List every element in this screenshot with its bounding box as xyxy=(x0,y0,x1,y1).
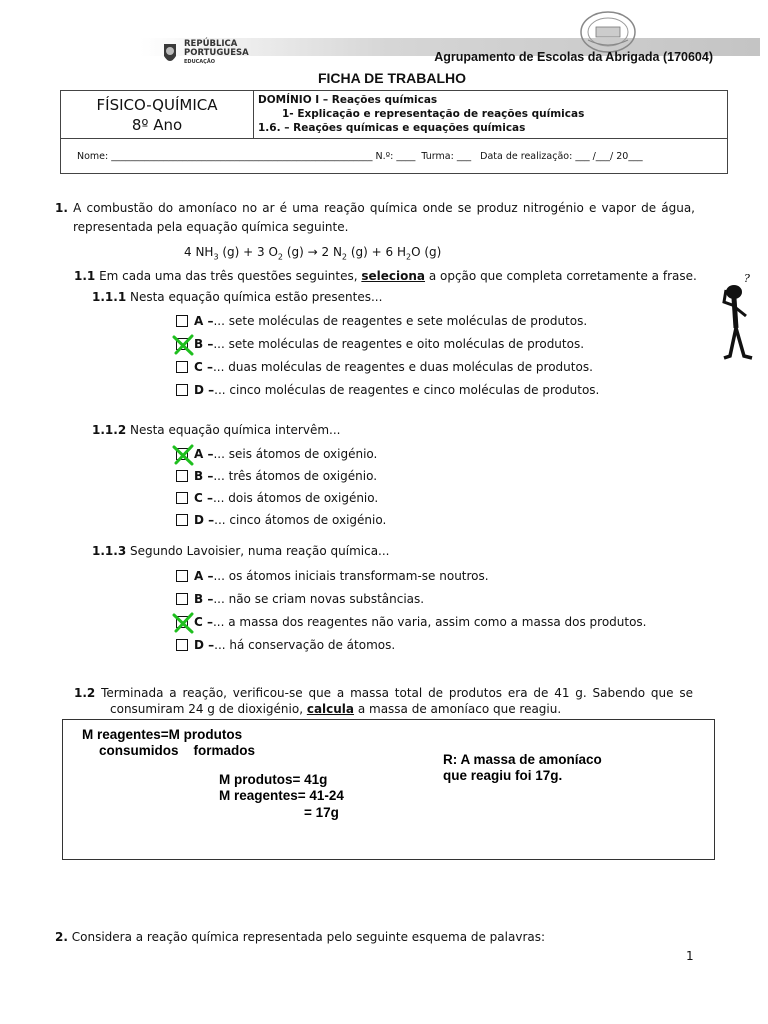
answer-line1: M reagentes=M produtos xyxy=(82,727,243,742)
check-mark-icon xyxy=(171,611,195,635)
checkbox-icon[interactable] xyxy=(176,492,188,504)
q112-options xyxy=(176,443,386,531)
checkbox-icon[interactable] xyxy=(176,593,188,605)
logo-line1: REPÚBLICA xyxy=(184,39,238,49)
data-field[interactable]: ___ /___/ 20___ xyxy=(575,150,643,162)
checkbox-icon[interactable] xyxy=(176,338,188,350)
option-b[interactable]: B – ... três átomos de oxigénio. xyxy=(176,465,386,487)
option-d[interactable]: D – ... cinco átomos de oxigénio. xyxy=(176,509,386,531)
checkbox-icon[interactable] xyxy=(176,384,188,396)
turma-field[interactable]: ___ xyxy=(456,150,472,162)
q1-text xyxy=(55,200,695,235)
q112-stem: 1.1.2 Nesta equação química intervêm... xyxy=(92,423,341,437)
q111-options xyxy=(176,309,599,401)
checkbox-icon[interactable] xyxy=(176,470,188,482)
option-a[interactable]: A – ... sete moléculas de reagentes e sete moléculas de produtos. xyxy=(176,309,599,332)
checkbox-icon[interactable] xyxy=(176,514,188,526)
logo-line2: PORTUGUESA xyxy=(184,48,249,58)
option-c[interactable]: C – ... dois átomos de oxigénio. xyxy=(176,487,386,509)
page-number: 1 xyxy=(686,949,694,963)
logo-line3: EDUCAÇÃO xyxy=(184,59,215,65)
data-label: Data de realização: xyxy=(480,150,573,162)
answer-line4: M reagentes= 41-24 xyxy=(219,788,344,803)
republic-logo xyxy=(160,38,270,74)
page-title: FICHA DE TRABALHO xyxy=(317,70,467,86)
checkbox-icon[interactable] xyxy=(176,616,188,628)
option-c[interactable]: C – ... duas moléculas de reagentes e duas moléculas de produtos. xyxy=(176,355,599,378)
thinking-figure-icon xyxy=(716,270,766,362)
q113-options xyxy=(176,564,647,656)
equation: 4 $NH_3$ (g) + 3 $O_2$ (g) → 2 $N_2$ (g) + 6 $H_2O$ (g) xyxy=(184,245,442,262)
answer-line5: = 17g xyxy=(304,805,339,820)
num-field[interactable]: ____ xyxy=(396,150,416,162)
checkbox-icon[interactable] xyxy=(176,448,188,460)
domain-sub2: 1.6. – Reações químicas e equações químicas xyxy=(258,122,526,134)
q11-text: 1.1 Em cada uma das três questões seguintes, seleciona a opção que completa corretamente a frase. xyxy=(74,269,697,283)
option-a[interactable]: A – ... os átomos iniciais transformam-se noutros. xyxy=(176,564,647,587)
option-a[interactable]: A – ... seis átomos de oxigénio. xyxy=(176,443,386,465)
republic-logo-icon xyxy=(160,40,180,68)
q1-line1: A combustão do amoníaco no ar é uma reação química onde se produz nitrogénio e vapor de água, xyxy=(73,201,695,215)
checkbox-icon[interactable] xyxy=(176,639,188,651)
option-b[interactable]: B – ... não se criam novas substâncias. xyxy=(176,587,647,610)
checkbox-icon[interactable] xyxy=(176,361,188,373)
checkbox-icon[interactable] xyxy=(176,570,188,582)
answer-line2: consumidos formados xyxy=(99,743,256,758)
nome-field[interactable]: _______________________________________________________ xyxy=(111,150,373,162)
school-seal-icon xyxy=(578,10,638,54)
q113-stem: 1.1.3 Segundo Lavoisier, numa reação química... xyxy=(92,544,390,558)
option-d[interactable]: D – ... cinco moléculas de reagentes e cinco moléculas de produtos. xyxy=(176,378,599,401)
nome-label: Nome: xyxy=(77,150,109,162)
domain-sub1: 1- Explicação e representação de reações químicas xyxy=(282,108,585,120)
svg-text:?: ? xyxy=(744,272,750,285)
answer-reply1: R: A massa de amoníaco xyxy=(443,752,602,767)
info-table xyxy=(60,90,728,174)
domain: DOMÍNIO I – Reações químicas xyxy=(258,94,438,106)
subject: FÍSICO-QUÍMICA xyxy=(96,95,218,114)
check-mark-icon xyxy=(171,443,195,467)
option-b[interactable]: B – ... sete moléculas de reagentes e oito moléculas de produtos. xyxy=(176,332,599,355)
option-d[interactable]: D – ... há conservação de átomos. xyxy=(176,633,647,656)
school-name: Agrupamento de Escolas da Abrigada (170604) xyxy=(434,50,713,64)
num-label: N.º: xyxy=(375,150,394,162)
q1-line2: representada pela equação química seguinte. xyxy=(73,220,349,234)
q1-num: 1. xyxy=(55,201,68,215)
grade: 8º Ano xyxy=(131,115,183,134)
q111-stem: 1.1.1 Nesta equação química estão presentes... xyxy=(92,290,383,304)
checkbox-icon[interactable] xyxy=(176,315,188,327)
answer-reply2: que reagiu foi 17g. xyxy=(443,768,563,783)
q2-text: 2. Considera a reação química representada pelo seguinte esquema de palavras: xyxy=(55,930,546,944)
check-mark-icon xyxy=(171,333,195,357)
option-c[interactable]: C – ... a massa dos reagentes não varia, assim como a massa dos produtos. xyxy=(176,610,647,633)
turma-label: Turma: xyxy=(421,150,454,162)
q12-text: 1.2 Terminada a reação, verificou-se que a massa total de produtos era de 41 g. Sabendo que se consumiram 24 g de dioxigénio, calcula a massa de amoníaco que reagiu. xyxy=(74,686,693,716)
answer-box[interactable] xyxy=(62,719,715,860)
answer-line3: M produtos= 41g xyxy=(219,772,328,787)
